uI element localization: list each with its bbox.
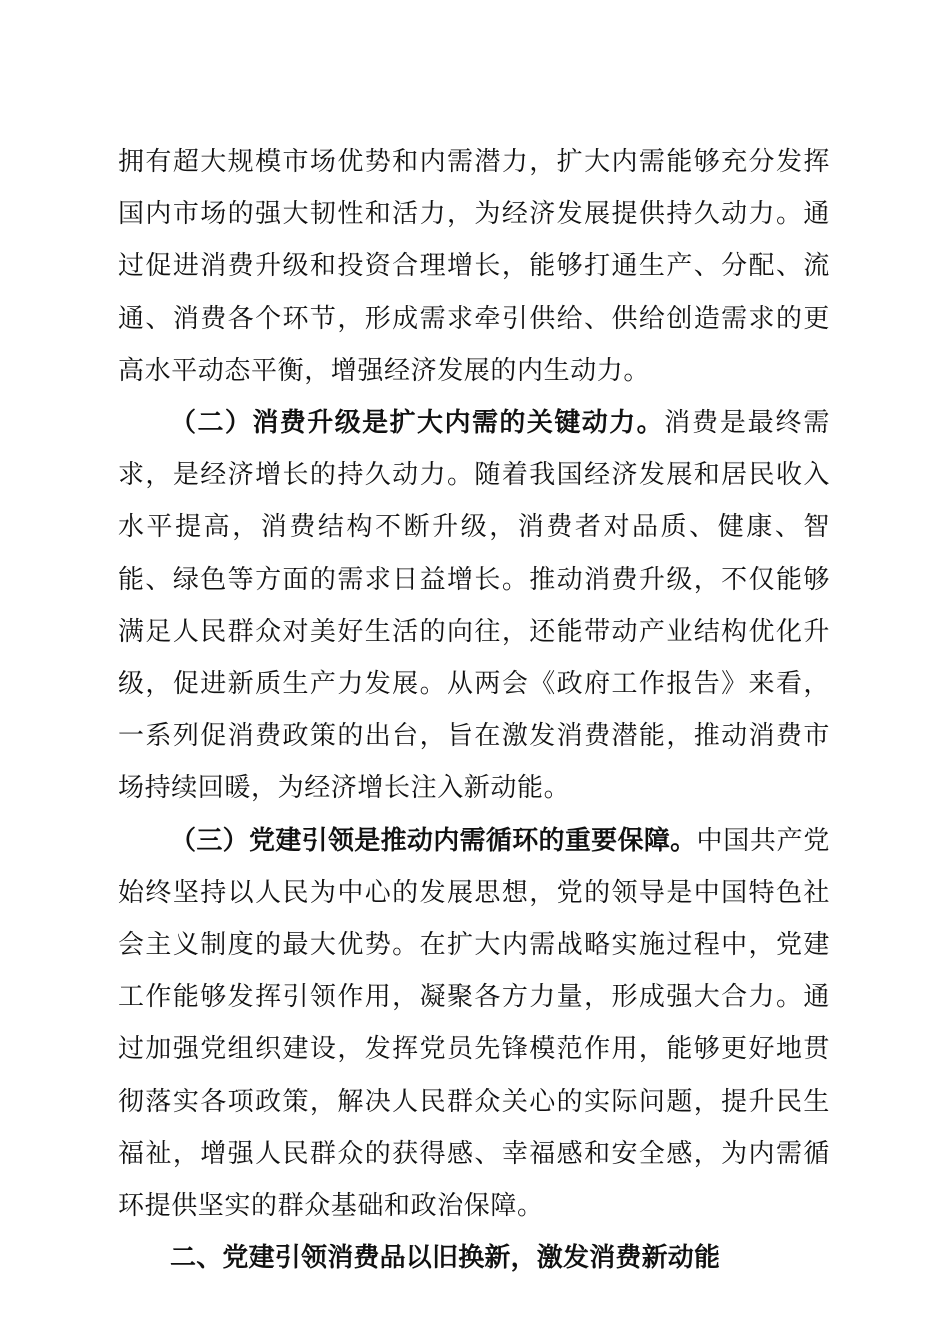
paragraph-text: 拥有超大规模市场优势和内需潜力，扩大内需能够充分发挥国内市场的强大韧性和活力，为经济发展提供持久动力。通过促进消费升级和投资合理增长，能够打通生产、分配、流通、消费各个环节，形成需求牵引供给、供给创造需求的更高水平动态平衡，增强经济发展的内生动力。	[118, 147, 830, 386]
paragraph-consumption-upgrade	[118, 397, 830, 815]
section-heading: 二、党建引领消费品以旧换新，激发消费新动能	[170, 1243, 721, 1274]
paragraph-lead-heading: （三）党建引领是推动内需循环的重要保障。	[170, 825, 697, 856]
paragraph-text: 消费是最终需求，是经济增长的持久动力。随着我国经济发展和居民收入水平提高，消费结构不断升级，消费者对品质、健康、智能、绿色等方面的需求日益增长。推动消费升级，不仅能够满足人民群众对美好生活的向往，还能带动产业结构优化升级，促进新质生产力发展。从两会《政府工作报告》来看，一系列促消费政策的出台，旨在激发消费潜能，推动消费市场持续回暖，为经济增长注入新动能。	[118, 408, 830, 804]
paragraph-lead-heading: （二）消费升级是扩大内需的关键动力。	[170, 408, 665, 439]
paragraph-continuation	[118, 136, 830, 397]
paragraph-party-building	[118, 815, 830, 1233]
document-body	[118, 136, 830, 1284]
paragraph-text: 中国共产党始终坚持以人民为中心的发展思想，党的领导是中国特色社会主义制度的最大优势。在扩大内需战略实施过程中，党建工作能够发挥引领作用，凝聚各方力量，形成强大合力。通过加强党组织建设，发挥党员先锋模范作用，能够更好地贯彻落实各项政策，解决人民群众关心的实际问题，提升民生福祉，增强人民群众的获得感、幸福感和安全感，为内需循环提供坚实的群众基础和政治保障。	[118, 825, 830, 1222]
